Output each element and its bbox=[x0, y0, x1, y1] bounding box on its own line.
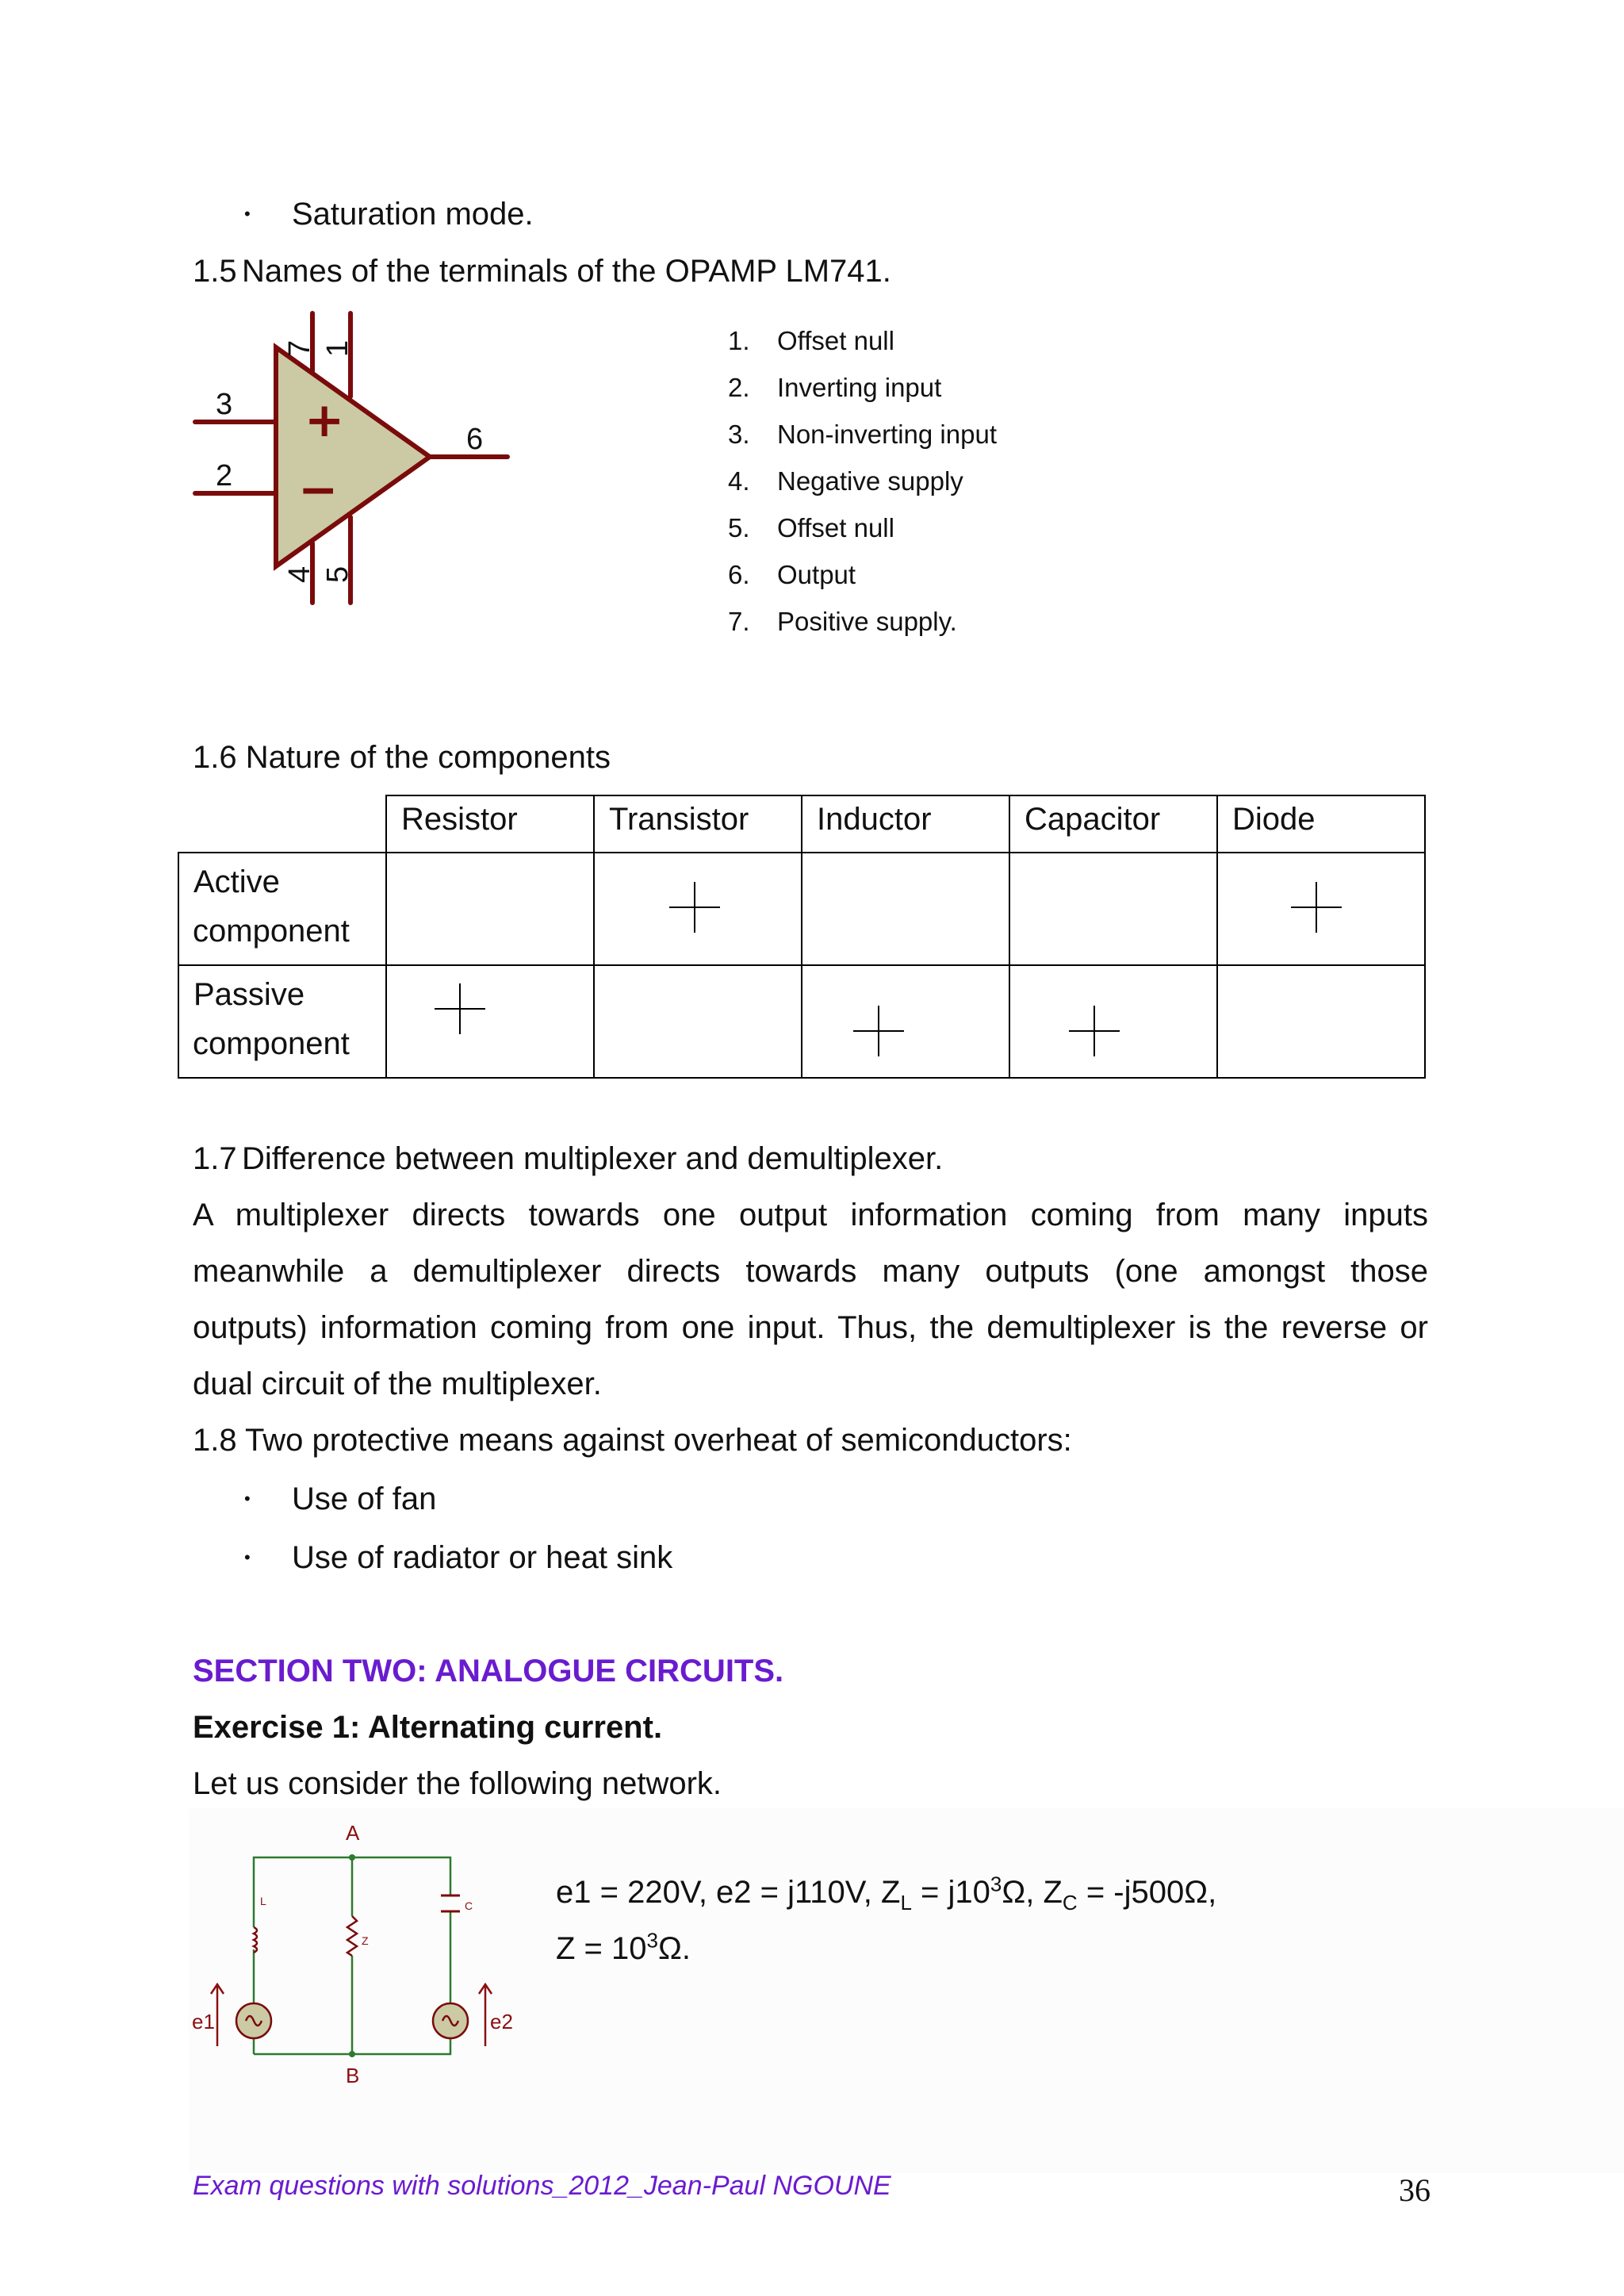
header-transistor: Transistor bbox=[594, 795, 802, 853]
section-heading: SECTION TWO: ANALOGUE CIRCUITS. bbox=[193, 1654, 784, 1688]
node-b-label: B bbox=[346, 2064, 360, 2087]
cell-passive-resistor bbox=[386, 965, 594, 1078]
node-a-dot bbox=[349, 1854, 355, 1861]
exercise-intro: Let us consider the following network. bbox=[193, 1766, 722, 1801]
resistor-symbol bbox=[347, 1916, 357, 1956]
row-label-passive: Passive bbox=[178, 965, 386, 1078]
exercise-title: Exercise 1: Alternating current. bbox=[193, 1710, 663, 1745]
footer-text: Exam questions with solutions_2012_Jean-Paul NGOUNE bbox=[193, 2171, 891, 2201]
page-number: 36 bbox=[1399, 2172, 1431, 2208]
inductor-label: L bbox=[260, 1895, 266, 1907]
section-title-1-7: Difference between multiplexer and demultiplexer. bbox=[242, 1141, 944, 1176]
table-corner bbox=[178, 795, 386, 853]
header-inductor: Inductor bbox=[802, 795, 1009, 853]
bullet-dot: • bbox=[244, 204, 251, 224]
pin-label-5: 5 bbox=[321, 565, 354, 583]
header-capacitor: Capacitor bbox=[1009, 795, 1217, 853]
e1-label: e1 bbox=[192, 2010, 215, 2033]
bullet-text: Use of fan bbox=[292, 1481, 437, 1516]
capacitor-label: C bbox=[465, 1899, 473, 1912]
paragraph-line: outputs) information coming from one input. Thus, the demultiplexer is the reverse or bbox=[193, 1310, 1428, 1345]
bullet-text: Saturation mode. bbox=[292, 197, 534, 232]
pin-label-4: 4 bbox=[283, 565, 316, 583]
inductor-symbol bbox=[254, 1927, 257, 1953]
table-row bbox=[178, 853, 1425, 965]
node-a-label: A bbox=[346, 1821, 360, 1845]
row-label-active-line2: component bbox=[193, 914, 350, 949]
components-table bbox=[178, 795, 1426, 1079]
bullet-dot: • bbox=[244, 1489, 251, 1508]
bullet-dot: • bbox=[244, 1547, 251, 1567]
plus-mark bbox=[669, 882, 720, 933]
e2-label: e2 bbox=[490, 2010, 513, 2033]
opamp-diagram bbox=[182, 301, 531, 619]
circuit-diagram bbox=[189, 1816, 522, 2094]
section-number-1-5: 1.5 bbox=[193, 254, 237, 289]
values-line-1: e1 = 220V, e2 = j110V, $Z_L = j10^3\Omega$, $Z_C = -j500\Omega$, bbox=[556, 1872, 1217, 1915]
values-line-2: $Z = 10^3\Omega$. bbox=[556, 1928, 691, 1966]
cell-active-capacitor bbox=[1009, 853, 1217, 965]
pin-label-2: 2 bbox=[216, 459, 233, 493]
cell-active-diode bbox=[1217, 853, 1425, 965]
cell-active-inductor bbox=[802, 853, 1009, 965]
cell-passive-capacitor bbox=[1009, 965, 1217, 1078]
pin-label-1: 1 bbox=[321, 339, 354, 357]
table-header-row bbox=[178, 795, 1425, 853]
plus-mark bbox=[1069, 1006, 1120, 1056]
cell-active-transistor bbox=[594, 853, 802, 965]
cell-passive-transistor bbox=[594, 965, 802, 1078]
plus-sign: + bbox=[304, 393, 345, 448]
section-number-1-7: 1.7 bbox=[193, 1141, 237, 1176]
paragraph-line: meanwhile a demultiplexer directs towards many outputs (one amongst those bbox=[193, 1254, 1428, 1289]
node-b-dot bbox=[349, 2051, 355, 2057]
section-title-1-5: Names of the terminals of the OPAMP LM741. bbox=[242, 254, 891, 289]
pin-label-7: 7 bbox=[283, 339, 316, 357]
plus-mark bbox=[853, 1006, 904, 1056]
cell-passive-diode bbox=[1217, 965, 1425, 1078]
paragraph-line: A multiplexer directs towards one output information coming from many inputs bbox=[193, 1198, 1428, 1232]
pin-label-6: 6 bbox=[466, 423, 484, 456]
table-row bbox=[178, 965, 1425, 1078]
header-diode: Diode bbox=[1217, 795, 1425, 853]
section-title-1-8: 1.8 Two protective means against overheat of semiconductors: bbox=[193, 1423, 1072, 1458]
header-resistor: Resistor bbox=[386, 795, 594, 853]
row-label-passive-line2: component bbox=[193, 1026, 350, 1061]
paragraph-line: dual circuit of the multiplexer. bbox=[193, 1366, 602, 1401]
cell-passive-inductor bbox=[802, 965, 1009, 1078]
row-label-active: Active bbox=[178, 853, 386, 965]
plus-mark bbox=[1291, 882, 1342, 933]
cell-active-resistor bbox=[386, 853, 594, 965]
bullet-text: Use of radiator or heat sink bbox=[292, 1540, 673, 1575]
minus-sign: − bbox=[298, 462, 339, 518]
section-title-1-6: 1.6 Nature of the components bbox=[193, 740, 611, 775]
resistor-label: Z bbox=[362, 1934, 369, 1947]
plus-mark bbox=[435, 983, 485, 1034]
pin-label-3: 3 bbox=[216, 388, 233, 421]
